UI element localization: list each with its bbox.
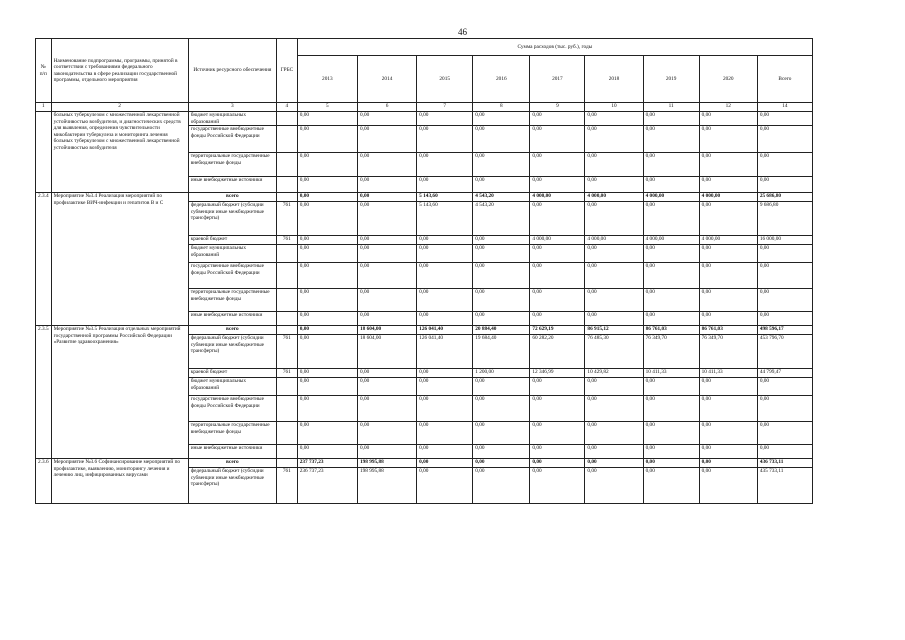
year-amount: 4 000,00 [530,236,585,245]
year-amount: 126 041,40 [417,335,473,369]
column-number: 8 [473,103,530,112]
item-number: 2.3.6 [36,459,52,504]
year-amount: 0,00 [473,245,530,263]
item-number: 2.3.5 [36,326,52,459]
item-name: больных туберкулезом с множественной лекарственной устойчивостью возбудителя, и диагностических средств для выявления, определения чувствительности микобактерии туберкулеза и мониторинга лечения больных туберкулезом с множественной лекарственной устойчивостью возбудителя [51,112,188,193]
funding-source: краевой бюджет [188,369,276,378]
year-amount: 0,00 [699,153,757,177]
column-number: 10 [585,103,643,112]
year-amount: 237 737,23 [297,459,357,468]
year-amount: 0,00 [417,112,473,126]
total-amount: 16 000,00 [757,236,812,245]
year-amount: 0,00 [585,202,643,236]
year-amount: 86 761,03 [699,326,757,335]
year-amount: 0,00 [530,177,585,193]
year-amount: 0,00 [297,289,357,312]
grbs-code [276,378,297,396]
year-amount: 10 411,33 [643,369,699,378]
year-amount: 0,00 [585,312,643,326]
year-amount: 0,00 [643,459,699,468]
total-amount: 498 596,17 [757,326,812,335]
year-amount: 0,00 [473,422,530,445]
year-amount: 0,00 [417,312,473,326]
header-num: № п/п [36,39,52,103]
total-amount: 0,00 [757,177,812,193]
table-row [36,112,813,126]
year-amount: 0,00 [357,312,416,326]
year-amount: 0,00 [643,263,699,289]
year-amount: 1 200,00 [473,369,530,378]
year-amount: 0,00 [357,396,416,422]
year-amount: 4 543,20 [473,202,530,236]
item-number [36,112,52,193]
year-amount: 0,00 [473,445,530,459]
year-amount: 0,00 [357,236,416,245]
year-amount: 60 282,20 [530,335,585,369]
total-amount: 0,00 [757,312,812,326]
year-amount: 72 629,19 [530,326,585,335]
total-amount: 0,00 [757,422,812,445]
year-amount: 0,00 [585,153,643,177]
column-numbers-row [36,103,813,112]
grbs-code [276,445,297,459]
year-amount: 0,00 [357,177,416,193]
year-amount: 0,00 [530,153,585,177]
item-name: Мероприятие №3.6 Софинансирование мероприятий по профилактике, выявлению, мониторингу лечения и лечению лиц, инфицированных вирусами [51,459,188,504]
year-amount: 0,00 [699,202,757,236]
year-amount: 0,00 [585,396,643,422]
year-amount: 0,00 [297,396,357,422]
year-amount: 0,00 [585,126,643,153]
column-number: 1 [36,103,52,112]
year-amount: 86 915,12 [585,326,643,335]
year-amount: 0,00 [357,445,416,459]
year-amount: 0,00 [530,312,585,326]
total-amount: 0,00 [757,112,812,126]
year-amount: 0,00 [417,369,473,378]
total-amount: 0,00 [757,396,812,422]
grbs-code: 761 [276,236,297,245]
total-amount: 435 733,11 [757,468,812,504]
grbs-code [276,193,297,202]
year-amount: 0,00 [417,289,473,312]
year-amount: 0,00 [585,378,643,396]
year-amount: 0,00 [297,378,357,396]
year-amount: 4 543,20 [473,193,530,202]
year-amount: 0,00 [585,177,643,193]
grbs-code [276,326,297,335]
total-amount: 0,00 [757,245,812,263]
year-amount: 0,00 [297,236,357,245]
year-amount: 0,00 [357,193,416,202]
year-amount: 10 411,33 [699,369,757,378]
column-number: 3 [188,103,276,112]
header-year: 2017 [530,56,585,103]
grbs-code [276,126,297,153]
table-row [36,326,813,335]
year-amount: 0,00 [643,468,699,504]
year-amount: 0,00 [473,263,530,289]
year-amount: 0,00 [357,112,416,126]
year-amount: 0,00 [699,445,757,459]
year-amount: 0,00 [699,245,757,263]
year-amount: 10 429,82 [585,369,643,378]
funding-source: всего [188,459,276,468]
year-amount: 18 604,00 [357,326,416,335]
grbs-code: 761 [276,335,297,369]
funding-source: государственные внебюджетные фонды Российской Федерации [188,126,276,153]
year-amount: 0,00 [643,126,699,153]
year-amount: 0,00 [530,202,585,236]
year-amount: 0,00 [357,289,416,312]
year-amount: 0,00 [297,422,357,445]
total-amount: 0,00 [757,263,812,289]
year-amount: 0,00 [297,312,357,326]
year-amount: 0,00 [417,126,473,153]
header-year: 2019 [643,56,699,103]
year-amount: 0,00 [357,153,416,177]
page-number: 46 [458,27,467,37]
total-amount: 0,00 [757,445,812,459]
year-amount: 0,00 [530,396,585,422]
funding-source: государственные внебюджетные фонды Российской Федерации [188,396,276,422]
grbs-code [276,289,297,312]
year-amount: 0,00 [585,245,643,263]
year-amount: 0,00 [473,126,530,153]
grbs-code [276,153,297,177]
year-amount: 0,00 [473,459,530,468]
year-amount: 0,00 [699,177,757,193]
year-amount: 126 041,40 [417,326,473,335]
year-amount: 0,00 [643,177,699,193]
funding-source: бюджет муниципальных образований [188,245,276,263]
total-amount: 44 799,47 [757,369,812,378]
funding-source: бюджет муниципальных образований [188,378,276,396]
year-amount: 0,00 [417,245,473,263]
year-amount: 0,00 [530,422,585,445]
year-amount: 0,00 [417,153,473,177]
grbs-code [276,245,297,263]
year-amount: 4 000,00 [699,193,757,202]
year-amount: 0,00 [699,312,757,326]
year-amount: 0,00 [643,202,699,236]
year-amount: 76 485,30 [585,335,643,369]
grbs-code: 761 [276,202,297,236]
header-year: 2016 [473,56,530,103]
grbs-code [276,459,297,468]
year-amount: 0,00 [417,445,473,459]
year-amount: 19 684,40 [473,335,530,369]
year-amount: 76 349,70 [643,335,699,369]
year-amount: 0,00 [530,459,585,468]
funding-source: территориальные государственные внебюджетные фонды [188,153,276,177]
column-number: 9 [530,103,585,112]
year-amount: 0,00 [473,112,530,126]
year-amount: 0,00 [473,378,530,396]
total-amount: 0,00 [757,153,812,177]
year-amount: 0,00 [473,236,530,245]
column-number: 12 [699,103,757,112]
header-year: 2015 [417,56,473,103]
header-year: 2013 [297,56,357,103]
header-name: Наименование подпрограммы, программы, принятой в соответствии с требованиями федерального законодательства в сфере реализации государственной программы, отдельного мероприятия [51,39,188,103]
grbs-code: 761 [276,369,297,378]
year-amount: 0,00 [297,153,357,177]
header-year-total: Всего [757,56,812,103]
funding-source: федеральный бюджет (субсидии субвенции иные межбюджетные трансферты) [188,335,276,369]
year-amount: 0,00 [357,422,416,445]
item-name: Мероприятие №3.4 Реализация мероприятий по профилактике ВИЧ-инфекции и гепатитов В и С [51,193,188,326]
header-year: 2014 [357,56,416,103]
funding-source: краевой бюджет [188,236,276,245]
year-amount: 12 346,99 [530,369,585,378]
year-amount: 0,00 [699,378,757,396]
year-amount: 0,00 [585,112,643,126]
year-amount: 0,00 [297,177,357,193]
year-amount: 0,00 [699,126,757,153]
year-amount: 0,00 [297,326,357,335]
funding-source: федеральный бюджет (субсидии субвенции иные межбюджетные трансферты) [188,202,276,236]
funding-source: территориальные государственные внебюджетные фонды [188,422,276,445]
year-amount: 0,00 [473,468,530,504]
year-amount: 0,00 [297,335,357,369]
funding-source: иные внебюджетные источники [188,445,276,459]
funding-source: всего [188,326,276,335]
header-year: 2020 [699,56,757,103]
year-amount: 0,00 [473,312,530,326]
year-amount: 0,00 [473,289,530,312]
year-amount: 0,00 [585,289,643,312]
grbs-code [276,396,297,422]
table-row [36,459,813,468]
column-number: 2 [51,103,188,112]
header-year: 2018 [585,56,643,103]
year-amount: 0,00 [473,153,530,177]
year-amount: 0,00 [530,112,585,126]
year-amount: 4 000,00 [643,236,699,245]
year-amount: 76 349,70 [699,335,757,369]
year-amount: 0,00 [643,445,699,459]
column-number: 5 [297,103,357,112]
column-number: 14 [757,103,812,112]
year-amount: 0,00 [643,378,699,396]
year-amount: 0,00 [530,263,585,289]
year-amount: 0,00 [643,396,699,422]
year-amount: 0,00 [297,193,357,202]
year-amount: 0,00 [643,422,699,445]
year-amount: 0,00 [530,289,585,312]
year-amount: 0,00 [357,245,416,263]
year-amount: 198 995,88 [357,468,416,504]
column-number: 4 [276,103,297,112]
year-amount: 86 761,03 [643,326,699,335]
year-amount: 198 995,88 [357,459,416,468]
grbs-code [276,112,297,126]
year-amount: 0,00 [357,369,416,378]
year-amount: 0,00 [297,202,357,236]
year-amount: 0,00 [297,126,357,153]
year-amount: 0,00 [643,245,699,263]
grbs-code: 761 [276,468,297,504]
year-amount: 0,00 [357,378,416,396]
total-amount: 9 686,80 [757,202,812,236]
column-number: 11 [643,103,699,112]
funding-source: федеральный бюджет (субсидии субвенции иные межбюджетные трансферты) [188,468,276,504]
header-grbs: ГРБС [276,39,297,103]
year-amount: 0,00 [699,263,757,289]
year-amount: 4 000,00 [699,236,757,245]
year-amount: 0,00 [585,445,643,459]
total-amount: 0,00 [757,289,812,312]
year-amount: 0,00 [417,396,473,422]
year-amount: 0,00 [643,289,699,312]
year-amount: 0,00 [417,468,473,504]
year-amount: 0,00 [297,112,357,126]
year-amount: 4 000,00 [530,193,585,202]
year-amount: 0,00 [585,459,643,468]
year-amount: 0,00 [530,445,585,459]
column-number: 7 [417,103,473,112]
year-amount: 4 000,00 [643,193,699,202]
year-amount: 0,00 [699,396,757,422]
year-amount: 0,00 [643,153,699,177]
year-amount: 0,00 [530,126,585,153]
year-amount: 0,00 [357,263,416,289]
year-amount: 0,00 [417,263,473,289]
funding-source: иные внебюджетные источники [188,312,276,326]
year-amount: 0,00 [417,378,473,396]
year-amount: 0,00 [357,202,416,236]
funding-source: иные внебюджетные источники [188,177,276,193]
year-amount: 0,00 [417,422,473,445]
year-amount: 0,00 [643,112,699,126]
year-amount: 20 884,40 [473,326,530,335]
header-source: Источник ресурсного обеспечения [188,39,276,103]
year-amount: 0,00 [297,445,357,459]
item-number: 2.3.4 [36,193,52,326]
grbs-code [276,422,297,445]
item-name: Мероприятие №3.5 Реализация отдельных мероприятий государственной программы Российской Федерации «Развитие здравоохранения» [51,326,188,459]
year-amount: 0,00 [297,263,357,289]
funding-source: бюджет муниципальных образований [188,112,276,126]
header-sum: Сумма расходов (тыс. руб.), годы [297,39,812,56]
year-amount: 0,00 [585,422,643,445]
year-amount: 0,00 [530,378,585,396]
total-amount: 25 686,80 [757,193,812,202]
year-amount: 0,00 [699,422,757,445]
grbs-code [276,177,297,193]
year-amount: 4 000,00 [585,193,643,202]
year-amount: 0,00 [643,312,699,326]
year-amount: 0,00 [530,245,585,263]
table-row [36,193,813,202]
total-amount: 453 796,70 [757,335,812,369]
year-amount: 0,00 [585,263,643,289]
year-amount: 0,00 [699,468,757,504]
year-amount: 0,00 [417,459,473,468]
year-amount: 5 143,60 [417,202,473,236]
year-amount: 4 000,00 [585,236,643,245]
year-amount: 0,00 [699,459,757,468]
year-amount: 236 737,23 [297,468,357,504]
expenses-table [35,38,813,504]
year-amount: 18 604,00 [357,335,416,369]
total-amount: 0,00 [757,378,812,396]
year-amount: 5 143,60 [417,193,473,202]
year-amount: 0,00 [297,369,357,378]
total-amount: 436 733,11 [757,459,812,468]
year-amount: 0,00 [699,112,757,126]
grbs-code [276,263,297,289]
year-amount: 0,00 [357,126,416,153]
year-amount: 0,00 [699,289,757,312]
year-amount: 0,00 [473,396,530,422]
year-amount: 0,00 [530,468,585,504]
year-amount: 0,00 [417,236,473,245]
year-amount: 0,00 [473,177,530,193]
total-amount: 0,00 [757,126,812,153]
year-amount: 0,00 [417,177,473,193]
year-amount: 0,00 [297,245,357,263]
funding-source: территориальные государственные внебюджетные фонды [188,289,276,312]
grbs-code [276,312,297,326]
year-amount: 0,00 [585,468,643,504]
funding-source: государственные внебюджетные фонды Российской Федерации [188,263,276,289]
column-number: 6 [357,103,416,112]
funding-source: всего [188,193,276,202]
table-body [36,112,813,504]
